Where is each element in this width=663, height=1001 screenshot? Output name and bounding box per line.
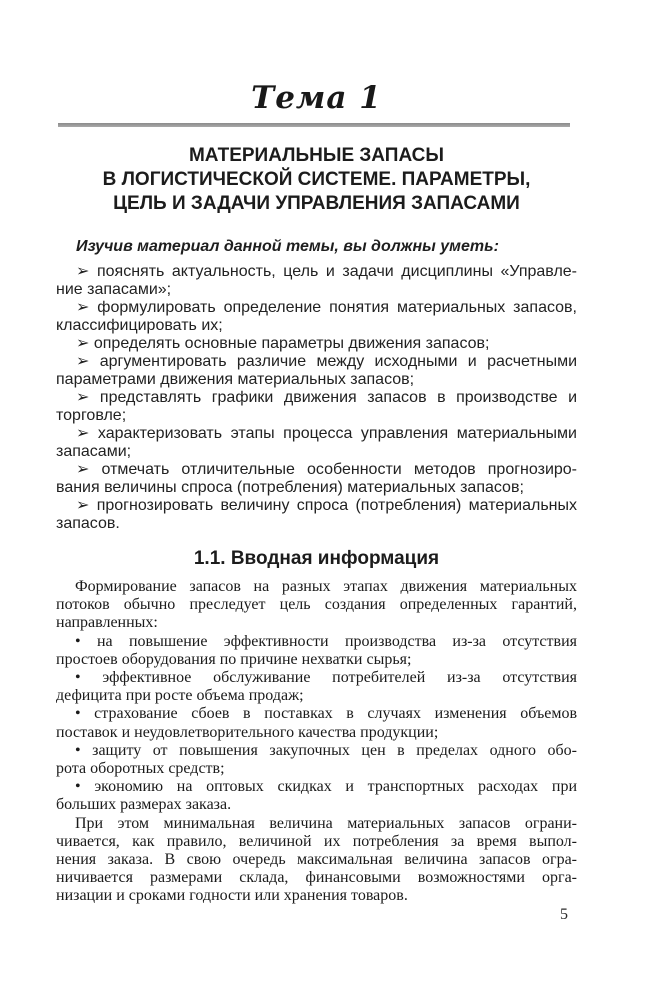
text-line: больших размерах заказа. [56, 796, 232, 814]
objectives-list [56, 263, 577, 533]
body-paragraph [56, 705, 577, 741]
text-line: запасов. [56, 515, 120, 532]
body-paragraph [56, 778, 577, 814]
text-line: рота оборотных средств; [56, 760, 225, 778]
text-line: параметрами движения материальных запасов; [56, 371, 415, 388]
text-line: ➢ аргументировать различие между исходными и расчетными [76, 353, 577, 370]
text-line: торговле; [56, 407, 127, 424]
objective-item [56, 461, 577, 497]
text-line: При этом минимальная величина материальных запасов ограни- [75, 814, 577, 832]
body-paragraph [56, 633, 577, 669]
text-line: дефицита при росте объема продаж; [56, 687, 304, 705]
text-line: ние запасами»; [56, 281, 172, 298]
text-line: низации и сроками годности или хранения товаров. [56, 887, 408, 905]
objective-item [56, 263, 577, 299]
text-line: простоев оборудования по причине нехватки сырья; [56, 650, 412, 668]
text-line: вания величины спроса (потребления) материальных запасов; [56, 479, 524, 496]
text-line: • страхование сбоев в поставках в случаях изменения объемов [75, 705, 577, 723]
section-body [56, 578, 577, 906]
text-line: ➢ определять основные параметры движения запасов; [76, 335, 490, 352]
text-line: Формирование запасов на разных этапах движения материальных [75, 578, 577, 595]
text-line: классифицировать их; [56, 317, 223, 334]
text-line: ЦЕЛЬ И ЗАДАЧИ УПРАВЛЕНИЯ ЗАПАСАМИ [113, 193, 520, 214]
text-line: ничивается размерами склада, финансовыми возможностями орга- [56, 869, 577, 887]
chapter-divider-rule [58, 123, 570, 127]
objective-item [56, 335, 577, 353]
objective-item [56, 425, 577, 461]
chapter-label: Тема 1 [251, 80, 382, 116]
text-line: • защиту от повышения закупочных цен в пределах одного обо- [75, 741, 577, 759]
page-number: 5 [560, 906, 568, 923]
objective-item [56, 353, 577, 389]
title-line [56, 168, 577, 192]
text-line: • экономию на оптовых скидках и транспортных расходах при [75, 778, 577, 796]
text-line: МАТЕРИАЛЬНЫЕ ЗАПАСЫ [188, 145, 445, 166]
section-heading: 1.1. Вводная информация [193, 548, 440, 569]
objective-item [56, 389, 577, 425]
title-line [56, 144, 577, 168]
text-line: ➢ прогнозировать величину спроса (потребления) материальных [76, 497, 577, 514]
text-line: • на повышение эффективности производства из-за отсутствия [75, 632, 577, 650]
text-line: запасами; [56, 443, 132, 460]
text-line: направленных: [56, 614, 158, 632]
body-paragraph [56, 669, 577, 705]
page-title [56, 144, 577, 216]
text-line: чивается, как правило, величиной их потребления за время выпол- [56, 832, 577, 850]
text-line: ➢ формулировать определение понятия материальных запасов, [76, 299, 577, 316]
text-line: потоков обычно преследует цель создания определенных гарантий, [56, 596, 577, 614]
text-line: ➢ отмечать отличительные особенности методов прогнозиро- [76, 461, 577, 478]
body-paragraph [56, 742, 577, 778]
text-line: • эффективное обслуживание потребителей из-за отсутствия [75, 669, 577, 687]
body-paragraph [56, 578, 577, 633]
text-line: ➢ представлять графики движения запасов в производстве и [76, 389, 577, 406]
title-line [56, 192, 577, 216]
body-paragraph [56, 815, 577, 906]
text-line: нения заказа. В свою очередь максимальная величина запасов огра- [56, 851, 577, 869]
text-line: ➢ характеризовать этапы процесса управления материальными [76, 425, 577, 442]
objective-item [56, 497, 577, 533]
objectives-intro: Изучив материал данной темы, вы должны уметь: [76, 238, 499, 255]
text-line: ➢ пояснять актуальность, цель и задачи дисциплины «Управле- [76, 263, 577, 280]
text-line: В ЛОГИСТИЧЕСКОЙ СИСТЕМЕ. ПАРАМЕТРЫ, [102, 169, 531, 190]
objective-item [56, 299, 577, 335]
text-line: поставок и неудовлетворительного качества продукции; [56, 723, 439, 741]
